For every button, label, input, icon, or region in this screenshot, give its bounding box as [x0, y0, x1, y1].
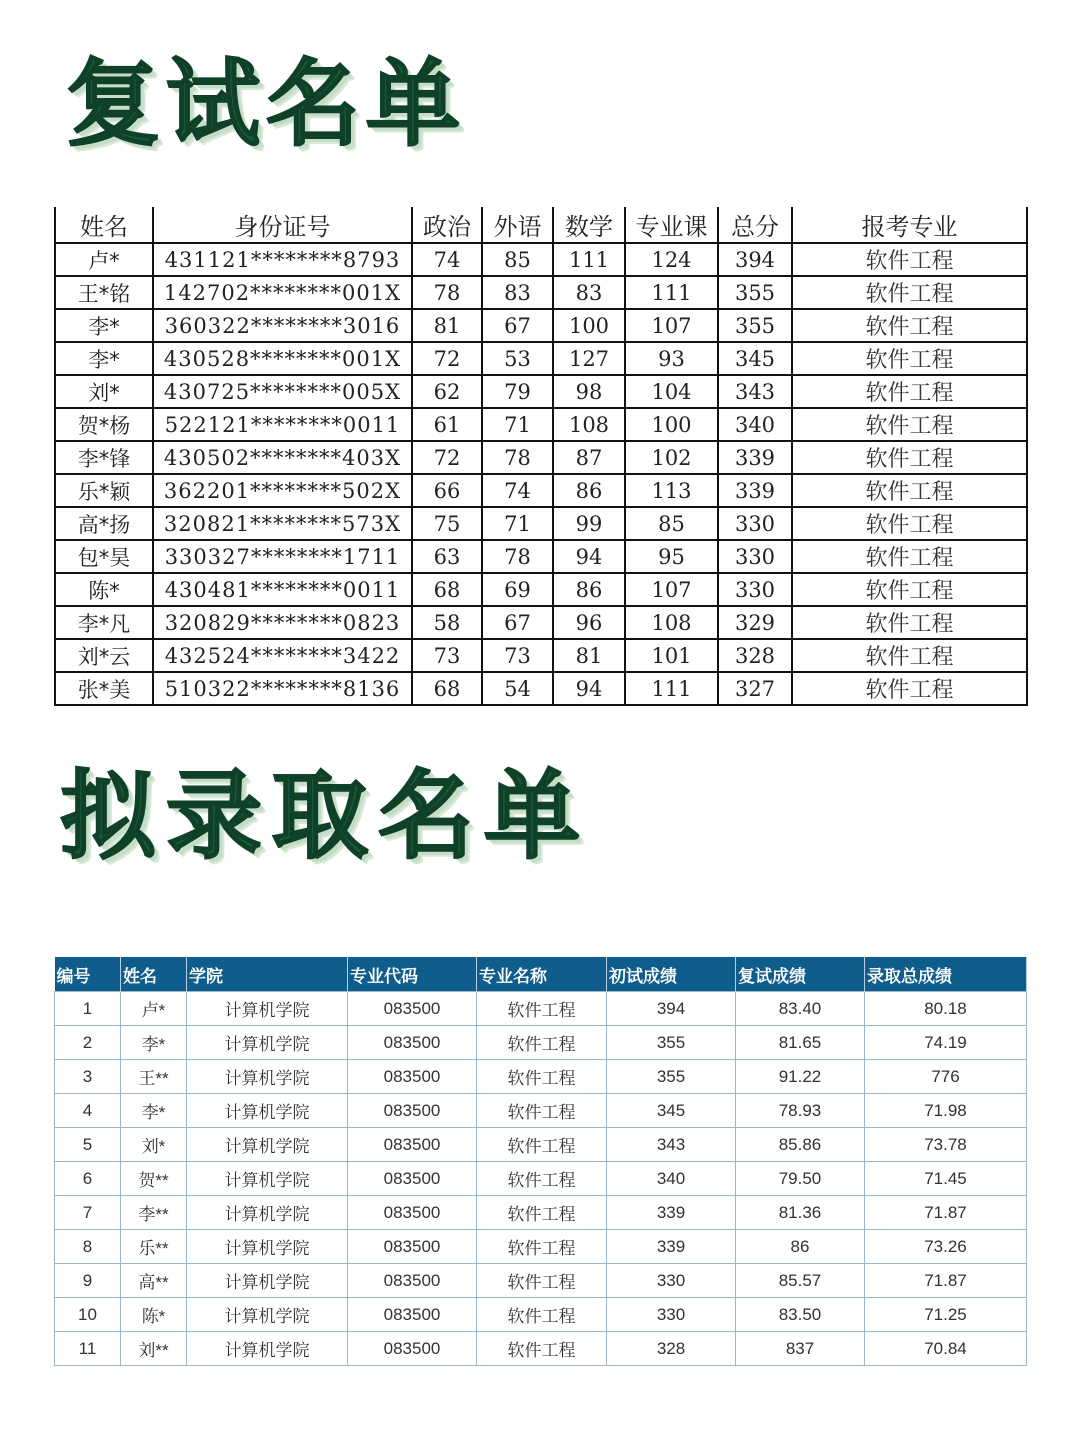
politics-score-cell: 78	[412, 276, 482, 309]
number-cell: 9	[55, 1264, 121, 1298]
math-score-cell: 98	[553, 375, 625, 408]
final-score-cell: 73.78	[865, 1128, 1027, 1162]
math-score-cell: 99	[553, 507, 625, 540]
major-code-cell: 083500	[348, 1332, 477, 1366]
column-header: 总分	[718, 207, 792, 243]
major-code-cell: 083500	[348, 1128, 477, 1162]
id-number-cell: 430725********005X	[153, 375, 412, 408]
table-row	[55, 474, 1027, 507]
politics-score-cell: 66	[412, 474, 482, 507]
initial-score-cell: 355	[607, 1026, 736, 1060]
college-cell: 计算机学院	[187, 1094, 348, 1128]
id-number-cell: 430528********001X	[153, 342, 412, 375]
table-row	[55, 606, 1027, 639]
math-score-cell: 127	[553, 342, 625, 375]
id-number-cell: 432524********3422	[153, 639, 412, 672]
column-header: 数学	[553, 207, 625, 243]
admission-table	[54, 957, 1027, 1366]
retest-score-cell: 79.50	[736, 1162, 865, 1196]
name-cell: 刘*	[121, 1128, 187, 1162]
major-cell: 软件工程	[792, 606, 1027, 639]
column-header: 报考专业	[792, 207, 1027, 243]
major-code-cell: 083500	[348, 1162, 477, 1196]
major-name-cell: 软件工程	[477, 992, 607, 1026]
retest-score-cell: 837	[736, 1332, 865, 1366]
final-score-cell: 71.87	[865, 1264, 1027, 1298]
initial-score-cell: 330	[607, 1264, 736, 1298]
language-score-cell: 71	[482, 507, 553, 540]
name-cell: 王**	[121, 1060, 187, 1094]
language-score-cell: 73	[482, 639, 553, 672]
major-score-cell: 100	[625, 408, 718, 441]
major-score-cell: 107	[625, 573, 718, 606]
total-score-cell: 355	[718, 309, 792, 342]
name-cell: 陈*	[55, 573, 153, 606]
admission-header-row	[55, 957, 1027, 992]
major-cell: 软件工程	[792, 309, 1027, 342]
major-cell: 软件工程	[792, 573, 1027, 606]
major-score-cell: 113	[625, 474, 718, 507]
table-row	[55, 441, 1027, 474]
table-row	[55, 507, 1027, 540]
total-score-cell: 329	[718, 606, 792, 639]
initial-score-cell: 330	[607, 1298, 736, 1332]
column-header: 复试成绩	[736, 957, 865, 992]
number-cell: 7	[55, 1196, 121, 1230]
table-row	[55, 243, 1027, 276]
language-score-cell: 67	[482, 606, 553, 639]
major-score-cell: 104	[625, 375, 718, 408]
major-score-cell: 108	[625, 606, 718, 639]
id-number-cell: 362201********502X	[153, 474, 412, 507]
retest-score-cell: 85.86	[736, 1128, 865, 1162]
major-score-cell: 93	[625, 342, 718, 375]
id-number-cell: 431121********8793	[153, 243, 412, 276]
column-header: 录取总成绩	[865, 957, 1027, 992]
initial-score-cell: 343	[607, 1128, 736, 1162]
final-score-cell: 776	[865, 1060, 1027, 1094]
language-score-cell: 79	[482, 375, 553, 408]
college-cell: 计算机学院	[187, 1128, 348, 1162]
language-score-cell: 83	[482, 276, 553, 309]
major-cell: 软件工程	[792, 639, 1027, 672]
total-score-cell: 345	[718, 342, 792, 375]
major-score-cell: 85	[625, 507, 718, 540]
college-cell: 计算机学院	[187, 1196, 348, 1230]
language-score-cell: 67	[482, 309, 553, 342]
table-row	[55, 540, 1027, 573]
major-name-cell: 软件工程	[477, 1128, 607, 1162]
language-score-cell: 54	[482, 672, 553, 705]
major-score-cell: 102	[625, 441, 718, 474]
initial-score-cell: 345	[607, 1094, 736, 1128]
name-cell: 刘*	[55, 375, 153, 408]
language-score-cell: 78	[482, 441, 553, 474]
id-number-cell: 142702********001X	[153, 276, 412, 309]
table-row	[55, 1094, 1027, 1128]
politics-score-cell: 74	[412, 243, 482, 276]
major-cell: 软件工程	[792, 408, 1027, 441]
language-score-cell: 74	[482, 474, 553, 507]
math-score-cell: 94	[553, 540, 625, 573]
table-row	[55, 1060, 1027, 1094]
name-cell: 李*凡	[55, 606, 153, 639]
number-cell: 10	[55, 1298, 121, 1332]
retest-score-cell: 83.50	[736, 1298, 865, 1332]
major-name-cell: 软件工程	[477, 1264, 607, 1298]
major-name-cell: 软件工程	[477, 1060, 607, 1094]
retest-score-cell: 85.57	[736, 1264, 865, 1298]
math-score-cell: 81	[553, 639, 625, 672]
column-header: 编号	[55, 957, 121, 992]
college-cell: 计算机学院	[187, 1026, 348, 1060]
final-score-cell: 73.26	[865, 1230, 1027, 1264]
language-score-cell: 53	[482, 342, 553, 375]
table-row	[55, 1230, 1027, 1264]
politics-score-cell: 68	[412, 573, 482, 606]
name-cell: 陈*	[121, 1298, 187, 1332]
math-score-cell: 87	[553, 441, 625, 474]
college-cell: 计算机学院	[187, 1332, 348, 1366]
major-cell: 软件工程	[792, 276, 1027, 309]
number-cell: 5	[55, 1128, 121, 1162]
name-cell: 李*	[121, 1026, 187, 1060]
major-code-cell: 083500	[348, 1060, 477, 1094]
column-header: 政治	[412, 207, 482, 243]
initial-score-cell: 394	[607, 992, 736, 1026]
math-score-cell: 100	[553, 309, 625, 342]
final-score-cell: 80.18	[865, 992, 1027, 1026]
major-name-cell: 软件工程	[477, 1162, 607, 1196]
id-number-cell: 430481********0011	[153, 573, 412, 606]
total-score-cell: 339	[718, 474, 792, 507]
language-score-cell: 78	[482, 540, 553, 573]
table-row	[55, 375, 1027, 408]
final-score-cell: 70.84	[865, 1332, 1027, 1366]
name-cell: 张*美	[55, 672, 153, 705]
major-name-cell: 软件工程	[477, 1332, 607, 1366]
politics-score-cell: 62	[412, 375, 482, 408]
id-number-cell: 430502********403X	[153, 441, 412, 474]
major-score-cell: 111	[625, 276, 718, 309]
table-row	[55, 1128, 1027, 1162]
major-cell: 软件工程	[792, 342, 1027, 375]
major-cell: 软件工程	[792, 441, 1027, 474]
table-row	[55, 1298, 1027, 1332]
interview-table	[54, 207, 1028, 706]
table-row	[55, 1264, 1027, 1298]
major-name-cell: 软件工程	[477, 1230, 607, 1264]
table-row	[55, 639, 1027, 672]
politics-score-cell: 72	[412, 441, 482, 474]
total-score-cell: 394	[718, 243, 792, 276]
column-header: 专业代码	[348, 957, 477, 992]
major-score-cell: 111	[625, 672, 718, 705]
politics-score-cell: 68	[412, 672, 482, 705]
column-header: 姓名	[55, 207, 153, 243]
number-cell: 8	[55, 1230, 121, 1264]
initial-score-cell: 339	[607, 1196, 736, 1230]
name-cell: 卢*	[121, 992, 187, 1026]
language-score-cell: 71	[482, 408, 553, 441]
id-number-cell: 360322********3016	[153, 309, 412, 342]
id-number-cell: 330327********1711	[153, 540, 412, 573]
table-row	[55, 1026, 1027, 1060]
number-cell: 6	[55, 1162, 121, 1196]
total-score-cell: 343	[718, 375, 792, 408]
final-score-cell: 74.19	[865, 1026, 1027, 1060]
college-cell: 计算机学院	[187, 992, 348, 1026]
final-score-cell: 71.45	[865, 1162, 1027, 1196]
math-score-cell: 86	[553, 573, 625, 606]
id-number-cell: 522121********0011	[153, 408, 412, 441]
final-score-cell: 71.98	[865, 1094, 1027, 1128]
final-score-cell: 71.87	[865, 1196, 1027, 1230]
retest-score-cell: 91.22	[736, 1060, 865, 1094]
table-row	[55, 1162, 1027, 1196]
total-score-cell: 339	[718, 441, 792, 474]
name-cell: 包*昊	[55, 540, 153, 573]
column-header: 专业名称	[477, 957, 607, 992]
total-score-cell: 330	[718, 507, 792, 540]
initial-score-cell: 328	[607, 1332, 736, 1366]
name-cell: 李*锋	[55, 441, 153, 474]
name-cell: 李*	[121, 1094, 187, 1128]
major-name-cell: 软件工程	[477, 1026, 607, 1060]
initial-score-cell: 339	[607, 1230, 736, 1264]
table-row	[55, 1196, 1027, 1230]
name-cell: 乐**	[121, 1230, 187, 1264]
name-cell: 卢*	[55, 243, 153, 276]
total-score-cell: 327	[718, 672, 792, 705]
table-row	[55, 672, 1027, 705]
college-cell: 计算机学院	[187, 1264, 348, 1298]
retest-score-cell: 83.40	[736, 992, 865, 1026]
major-score-cell: 107	[625, 309, 718, 342]
table-row	[55, 276, 1027, 309]
math-score-cell: 86	[553, 474, 625, 507]
college-cell: 计算机学院	[187, 1230, 348, 1264]
interview-header-row	[55, 207, 1027, 243]
major-code-cell: 083500	[348, 1264, 477, 1298]
total-score-cell: 328	[718, 639, 792, 672]
name-cell: 刘**	[121, 1332, 187, 1366]
table-row	[55, 342, 1027, 375]
total-score-cell: 340	[718, 408, 792, 441]
major-cell: 软件工程	[792, 507, 1027, 540]
major-score-cell: 101	[625, 639, 718, 672]
major-code-cell: 083500	[348, 1026, 477, 1060]
math-score-cell: 83	[553, 276, 625, 309]
major-code-cell: 083500	[348, 1298, 477, 1332]
politics-score-cell: 81	[412, 309, 482, 342]
name-cell: 刘*云	[55, 639, 153, 672]
initial-score-cell: 355	[607, 1060, 736, 1094]
retest-score-cell: 86	[736, 1230, 865, 1264]
column-header: 专业课	[625, 207, 718, 243]
major-cell: 软件工程	[792, 243, 1027, 276]
college-cell: 计算机学院	[187, 1162, 348, 1196]
name-cell: 高*扬	[55, 507, 153, 540]
politics-score-cell: 72	[412, 342, 482, 375]
major-score-cell: 95	[625, 540, 718, 573]
total-score-cell: 330	[718, 540, 792, 573]
politics-score-cell: 58	[412, 606, 482, 639]
column-header: 初试成绩	[607, 957, 736, 992]
number-cell: 2	[55, 1026, 121, 1060]
major-code-cell: 083500	[348, 1196, 477, 1230]
number-cell: 11	[55, 1332, 121, 1366]
total-score-cell: 330	[718, 573, 792, 606]
interview-list-title: 复试名单	[66, 50, 467, 159]
name-cell: 王*铭	[55, 276, 153, 309]
major-cell: 软件工程	[792, 474, 1027, 507]
name-cell: 乐*颖	[55, 474, 153, 507]
name-cell: 贺*杨	[55, 408, 153, 441]
id-number-cell: 320829********0823	[153, 606, 412, 639]
id-number-cell: 510322********8136	[153, 672, 412, 705]
major-cell: 软件工程	[792, 375, 1027, 408]
retest-score-cell: 81.36	[736, 1196, 865, 1230]
table-row	[55, 408, 1027, 441]
major-name-cell: 软件工程	[477, 1094, 607, 1128]
politics-score-cell: 63	[412, 540, 482, 573]
name-cell: 贺**	[121, 1162, 187, 1196]
retest-score-cell: 78.93	[736, 1094, 865, 1128]
retest-score-cell: 81.65	[736, 1026, 865, 1060]
math-score-cell: 108	[553, 408, 625, 441]
math-score-cell: 111	[553, 243, 625, 276]
name-cell: 李**	[121, 1196, 187, 1230]
math-score-cell: 94	[553, 672, 625, 705]
major-code-cell: 083500	[348, 992, 477, 1026]
table-row	[55, 309, 1027, 342]
major-code-cell: 083500	[348, 1094, 477, 1128]
name-cell: 李*	[55, 342, 153, 375]
major-score-cell: 124	[625, 243, 718, 276]
math-score-cell: 96	[553, 606, 625, 639]
major-cell: 软件工程	[792, 672, 1027, 705]
column-header: 外语	[482, 207, 553, 243]
major-cell: 软件工程	[792, 540, 1027, 573]
college-cell: 计算机学院	[187, 1060, 348, 1094]
name-cell: 高**	[121, 1264, 187, 1298]
politics-score-cell: 73	[412, 639, 482, 672]
major-code-cell: 083500	[348, 1230, 477, 1264]
final-score-cell: 71.25	[865, 1298, 1027, 1332]
column-header: 学院	[187, 957, 348, 992]
number-cell: 1	[55, 992, 121, 1026]
language-score-cell: 85	[482, 243, 553, 276]
college-cell: 计算机学院	[187, 1298, 348, 1332]
number-cell: 3	[55, 1060, 121, 1094]
id-number-cell: 320821********573X	[153, 507, 412, 540]
table-row	[55, 573, 1027, 606]
politics-score-cell: 75	[412, 507, 482, 540]
initial-score-cell: 340	[607, 1162, 736, 1196]
column-header: 姓名	[121, 957, 187, 992]
name-cell: 李*	[55, 309, 153, 342]
admission-list-title: 拟录取名单	[60, 760, 590, 872]
total-score-cell: 355	[718, 276, 792, 309]
major-name-cell: 软件工程	[477, 1298, 607, 1332]
column-header: 身份证号	[153, 207, 412, 243]
table-row	[55, 1332, 1027, 1366]
number-cell: 4	[55, 1094, 121, 1128]
language-score-cell: 69	[482, 573, 553, 606]
politics-score-cell: 61	[412, 408, 482, 441]
table-row	[55, 992, 1027, 1026]
major-name-cell: 软件工程	[477, 1196, 607, 1230]
